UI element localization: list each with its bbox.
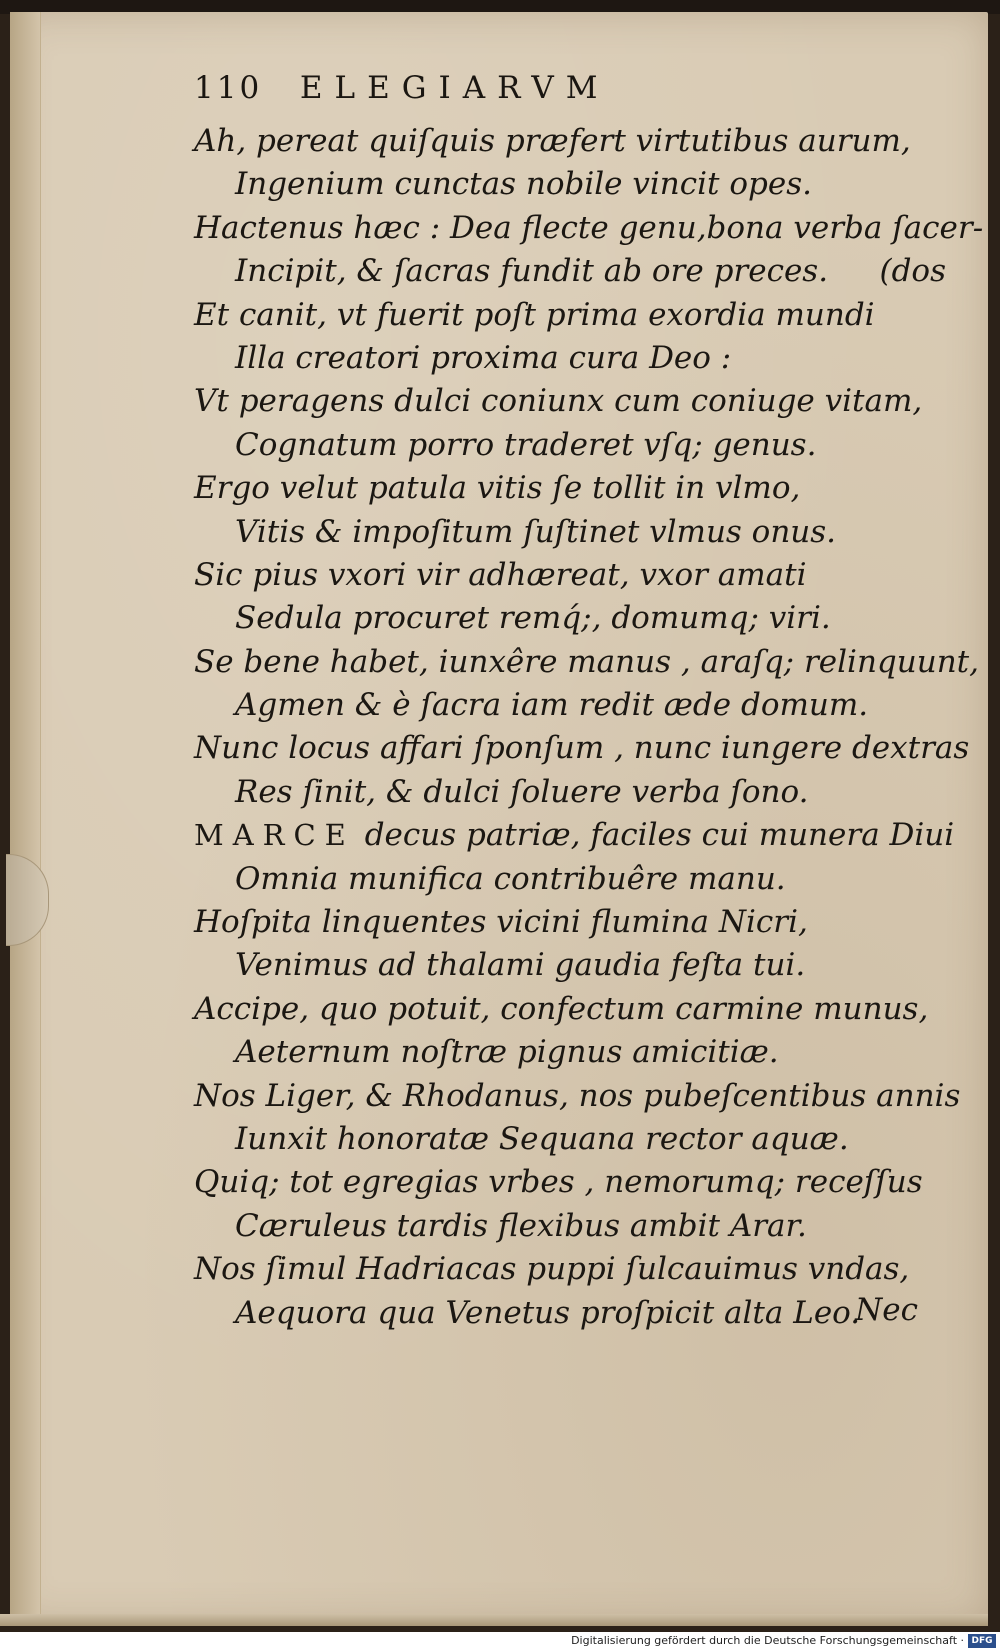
verse-line [194, 380, 946, 423]
verse-text: Agmen & è ſacra iam redit æde domum. [235, 687, 869, 724]
page-clip-tab [6, 854, 49, 946]
page-bottom-edge [0, 1614, 988, 1626]
verse-text: Nunc locus affari ſponſum , nunc iungere dextras [194, 730, 970, 767]
verse-line [194, 597, 946, 640]
verse-line [194, 554, 946, 597]
book-page [10, 12, 988, 1624]
digitization-footer [0, 1632, 1000, 1651]
verse-text: Accipe, quo potuit, confectum carmine munus, [194, 990, 929, 1027]
verse-line [194, 727, 970, 770]
verse-text: decus patriæ, faciles cui munera Diui [364, 817, 955, 854]
verse-line [194, 1205, 946, 1248]
verse-text: Vt peragens dulci coniunx cum coniuge vitam, [194, 383, 923, 420]
page-gutter [10, 12, 41, 1624]
page-number: 110 [194, 70, 263, 106]
verse-text: Illa creatori proxima cura Deo : [235, 339, 732, 376]
footer-credit: Digitalisierung gefördert durch die Deutsche Forschungsgemeinschaft · [571, 1634, 964, 1647]
verse-line [194, 424, 946, 467]
verse-text: Ah, pereat quiſquis præfert virtutibus aurum, [194, 123, 911, 159]
verse-text: Se bene habet, iunxêre manus , araſq; relinquunt, [194, 643, 979, 680]
verse-line [194, 1161, 946, 1204]
verse-line [194, 901, 946, 944]
verse-line [194, 771, 946, 814]
verse-text: Nos ſimul Hadriacas puppi ſulcauimus vndas, [194, 1251, 910, 1288]
verse-text: Ingenium cunctas nobile vincit opes. [235, 166, 812, 203]
verse-text: Venimus ad thalami gaudia feſta tui. [235, 947, 806, 984]
verse-turnover: (dos [879, 253, 946, 290]
verse-text: Quiq; tot egregias vrbes , nemorumq; receſſus [194, 1164, 923, 1201]
verse-line [194, 250, 946, 293]
verse-text: Cæruleus tardis flexibus ambit Arar. [235, 1207, 807, 1244]
verse-text: Res ſinit, & dulci ſoluere verba ſono. [235, 773, 809, 810]
verse-line [194, 207, 984, 250]
verse-text: Incipit, & ſacras fundit ab ore preces. [235, 253, 829, 290]
catchword: Nec [855, 1292, 918, 1328]
verse-lead-smallcaps: MARCE [194, 818, 355, 853]
verse-text: Vitis & impoſitum ſuſtinet vlmus onus. [235, 513, 837, 550]
verse-line [194, 944, 946, 987]
verse-line [194, 1118, 946, 1161]
verse-line [194, 1075, 961, 1118]
verse-text: Hoſpita linquentes vicini flumina Nicri, [194, 904, 808, 941]
verse-text: Sedula procuret remq́;, domumq; viri. [235, 600, 831, 637]
dfg-logo: DFG [968, 1634, 996, 1648]
verse-line [194, 858, 946, 901]
verse-line [194, 1292, 946, 1335]
verse-text: Cognatum porro traderet vſq; genus. [235, 426, 817, 463]
running-header [194, 70, 794, 110]
verse-text: Et canit, vt fuerit poſt prima exordia mundi [194, 296, 875, 333]
verse-text: Aeternum noſtræ pignus amicitiæ. [235, 1034, 779, 1071]
verse-text: Ergo velut patula vitis ſe tollit in vlmo, [194, 470, 801, 507]
verse-block [194, 120, 984, 1335]
verse-text: Nos Liger, & Rhodanus, nos pubeſcentibus annis [194, 1077, 961, 1114]
verse-text: Aequora qua Venetus proſpicit alta Leo. [235, 1294, 861, 1331]
verse-line [194, 814, 955, 857]
verse-line [194, 988, 946, 1031]
verse-line [194, 337, 946, 380]
running-head-title: ELEGIARVM [299, 70, 610, 106]
verse-line [194, 1031, 946, 1074]
verse-line [194, 294, 946, 337]
verse-line [194, 467, 946, 510]
verse-line [194, 1248, 946, 1291]
verse-text: Omnia munifica contribuêre manu. [235, 860, 786, 897]
verse-line [194, 163, 946, 206]
verse-line [194, 641, 979, 684]
verse-text: Hactenus hæc : Dea flecte genu,bona verba ſacer- [194, 209, 984, 246]
verse-line [194, 511, 946, 554]
verse-text: Sic pius vxori vir adhæreat, vxor amati [194, 556, 807, 593]
verse-line [194, 120, 946, 163]
verse-text: Iunxit honoratæ Sequana rector aquæ. [235, 1120, 849, 1157]
verse-line [194, 684, 946, 727]
